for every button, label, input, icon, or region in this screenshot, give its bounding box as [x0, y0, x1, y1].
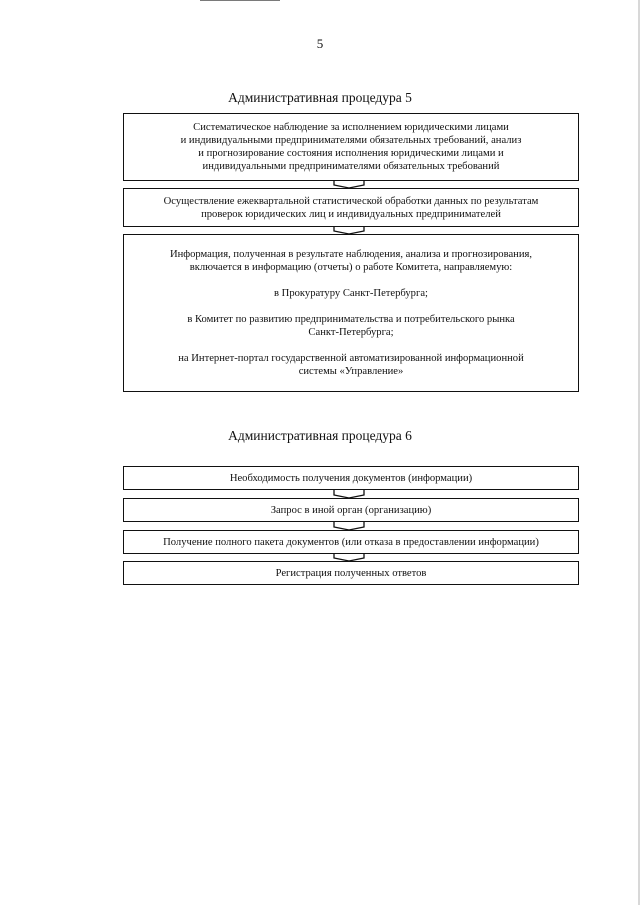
step-1-line: и прогнозирование состояния исполнения юридическими лицами и	[198, 148, 504, 159]
procedure-5-step-3-box	[123, 234, 579, 392]
step-3-intro-line: включается в информацию (отчеты) о работе Комитета, направляемую:	[189, 262, 513, 273]
recipient-portal-line: на Интернет-портал государственной автоматизированной информационной	[178, 353, 524, 364]
recipient-prosecutor: в Прокуратуру Санкт-Петербурга;	[274, 288, 428, 299]
step-label: Необходимость получения документов (информации)	[229, 472, 473, 484]
procedure-5-step-2-box	[123, 188, 579, 227]
scan-mark-top	[200, 0, 280, 1]
step-1-line: и индивидуальными предпринимателями обязательных требований, анализ	[180, 135, 522, 146]
procedure-5-step-1-box	[123, 113, 579, 181]
step-2-line: проверок юридических лиц и индивидуальных предпринимателей	[201, 208, 501, 220]
step-1-line: Систематическое наблюдение за исполнением юридическими лицами	[193, 122, 509, 133]
step-2-line: Осуществление ежеквартальной статистической обработки данных по результатам	[163, 195, 539, 207]
page-number: 5	[316, 36, 324, 51]
step-label: Получение полного пакета документов (или отказа в предоставлении информации)	[163, 536, 539, 548]
recipient-committee-line: в Комитет по развитию предпринимательства и потребительского рынка	[187, 314, 515, 325]
step-3-intro-line: Информация, полученная в результате наблюдения, анализа и прогнозирования,	[169, 249, 533, 260]
step-label: Запрос в иной орган (организацию)	[270, 504, 432, 516]
step-1-line: индивидуальными предпринимателями обязательных требований	[202, 161, 500, 172]
procedure-5-heading: Административная процедура 5	[228, 90, 412, 105]
procedure-6-step-1-box	[123, 466, 579, 490]
step-label: Регистрация полученных ответов	[275, 567, 427, 579]
recipient-portal-line: системы «Управление»	[298, 366, 404, 377]
procedure-6-heading: Административная процедура 6	[228, 428, 412, 443]
procedure-6-step-4-box	[123, 561, 579, 585]
procedure-6-step-2-box	[123, 498, 579, 522]
procedure-6-step-3-box	[123, 530, 579, 554]
recipient-committee-line: Санкт-Петербурга;	[308, 327, 394, 338]
